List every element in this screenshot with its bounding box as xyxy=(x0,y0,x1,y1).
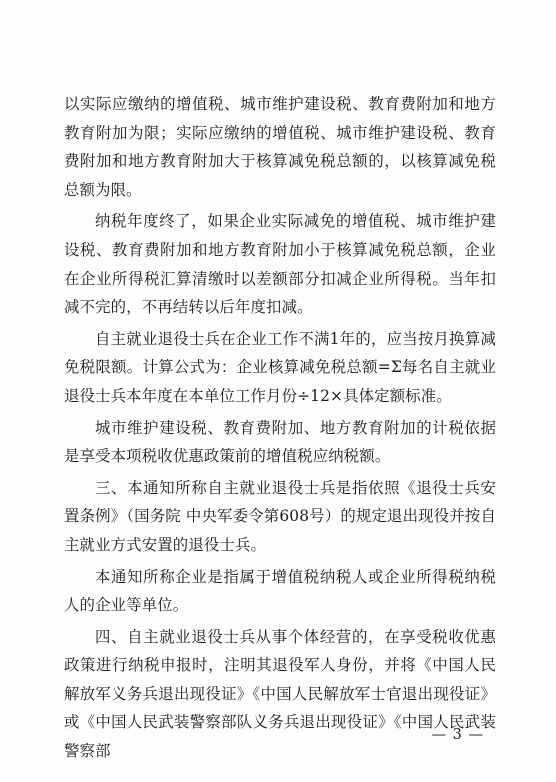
paragraph-3: 自主就业退役士兵在企业工作不满1年的，应当按月换算减免税限额。计算公式为：企业核算减免税总额=Σ每名自主就业退役士兵本年度在本单位工作月份÷12×具体定额标准。 xyxy=(64,329,496,405)
paragraph-7: 四、自主就业退役士兵从事个体经营的，在享受税收优惠政策进行纳税申报时，注明其退役军人身份，并将《中国人民解放军义务兵退出现役证》《中国人民解放军士官退出现役证》或《中国人民武装警察部队义务兵退出现役证》《中国人民武装警察部 xyxy=(64,627,496,761)
paragraph-1: 以实际应缴纳的增值税、城市维护建设税、教育费附加和地方教育附加为限；实际应缴纳的增值税、城市维护建设税、教育费附加和地方教育附加大于核算减免税总额的，以核算减免税总额为限。 xyxy=(64,95,496,199)
paragraph-6: 本通知所称企业是指属于增值税纳税人或企业所得税纳税人的企业等单位。 xyxy=(64,567,496,615)
paragraph-4: 城市维护建设税、教育费附加、地方教育附加的计税依据是享受本项税收优惠政策前的增值税应纳税额。 xyxy=(64,418,496,466)
paragraph-5: 三、本通知所称自主就业退役士兵是指依照《退役士兵安置条例》（国务院 中央军委令第608号）的规定退出现役并按自主就业方式安置的退役士兵。 xyxy=(64,478,496,554)
document-body xyxy=(64,90,496,769)
paragraph-2: 纳税年度终了，如果企业实际减免的增值税、城市维护建设税、教育费附加和地方教育附加小于核算减免税总额，企业在企业所得税汇算清缴时以差额部分扣减企业所得税。当年扣减不完的，不再结转以后年度扣减。 xyxy=(64,212,496,317)
page-number: — 3 — xyxy=(431,727,484,743)
